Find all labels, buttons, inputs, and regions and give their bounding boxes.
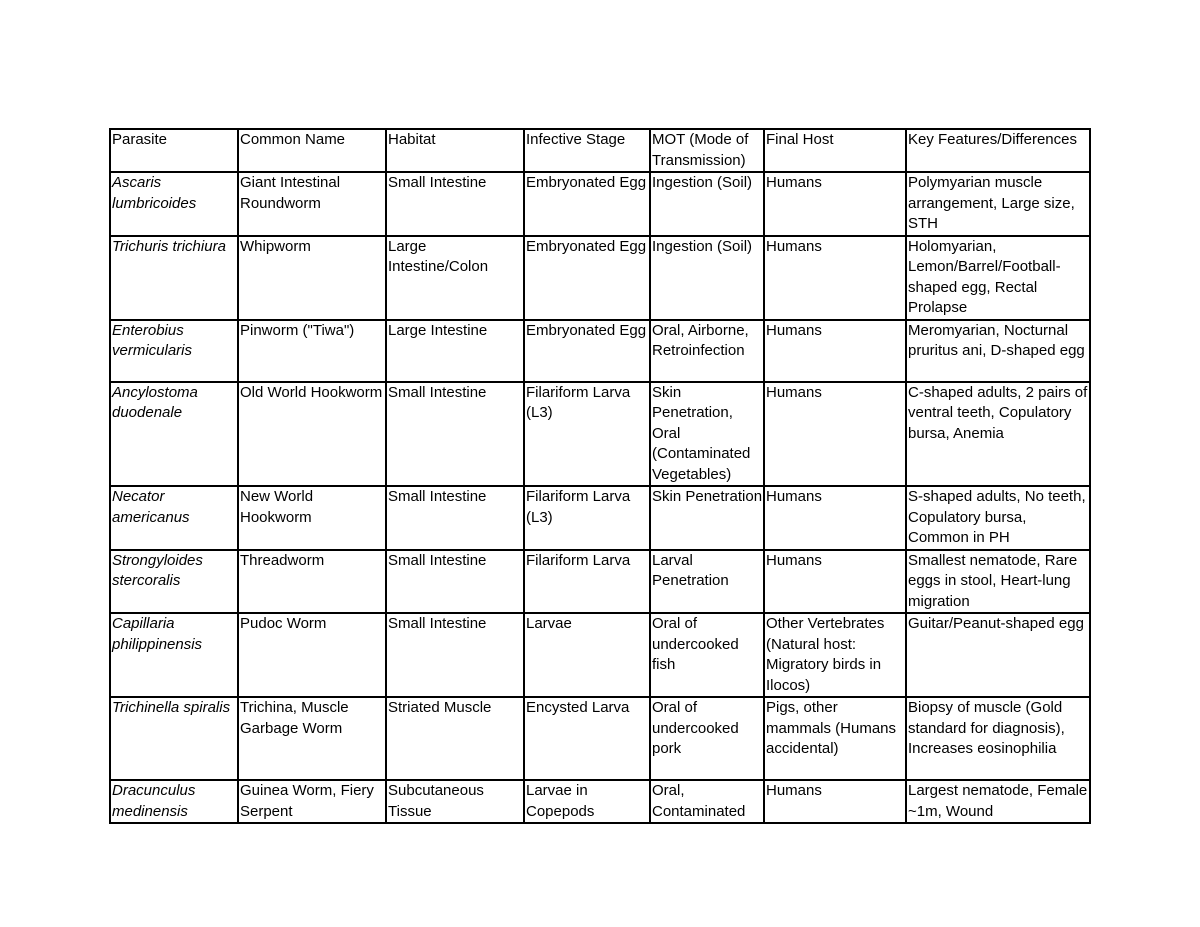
- cell-parasite: Trichuris trichiura: [110, 236, 238, 320]
- table-row: [110, 172, 1090, 236]
- cell-mot: Ingestion (Soil): [650, 172, 764, 236]
- table-row: [110, 697, 1090, 780]
- table-row: [110, 550, 1090, 614]
- cell-parasite: Necator americanus: [110, 486, 238, 550]
- cell-key-features: Largest nematode, Female ~1m, Wound: [906, 780, 1090, 823]
- table-header: [110, 129, 1090, 172]
- header-parasite: Parasite: [110, 129, 238, 172]
- cell-key-features: Smallest nematode, Rare eggs in stool, Heart-lung migration: [906, 550, 1090, 614]
- cell-habitat: Small Intestine: [386, 382, 524, 487]
- cell-mot: Ingestion (Soil): [650, 236, 764, 320]
- table-row: [110, 613, 1090, 697]
- cell-mot: Oral of undercooked pork: [650, 697, 764, 780]
- cell-mot: Oral of undercooked fish: [650, 613, 764, 697]
- cell-habitat: Large Intestine/Colon: [386, 236, 524, 320]
- cell-habitat: Striated Muscle: [386, 697, 524, 780]
- cell-final-host: Pigs, other mammals (Humans accidental): [764, 697, 906, 780]
- cell-infective-stage: Filariform Larva: [524, 550, 650, 614]
- cell-infective-stage: Embryonated Egg: [524, 172, 650, 236]
- cell-common-name: Old World Hookworm: [238, 382, 386, 487]
- table-row: [110, 382, 1090, 487]
- cell-mot: Larval Penetration: [650, 550, 764, 614]
- cell-final-host: Humans: [764, 780, 906, 823]
- header-row: [110, 129, 1090, 172]
- cell-infective-stage: Filariform Larva (L3): [524, 382, 650, 487]
- cell-final-host: Humans: [764, 550, 906, 614]
- parasite-table: [109, 128, 1091, 824]
- table-row: [110, 236, 1090, 320]
- cell-infective-stage: Larvae: [524, 613, 650, 697]
- cell-habitat: Small Intestine: [386, 486, 524, 550]
- cell-common-name: Whipworm: [238, 236, 386, 320]
- cell-habitat: Large Intestine: [386, 320, 524, 382]
- header-habitat: Habitat: [386, 129, 524, 172]
- cell-key-features: S-shaped adults, No teeth, Copulatory bursa, Common in PH: [906, 486, 1090, 550]
- cell-common-name: New World Hookworm: [238, 486, 386, 550]
- cell-key-features: Polymyarian muscle arrangement, Large size, STH: [906, 172, 1090, 236]
- cell-infective-stage: Encysted Larva: [524, 697, 650, 780]
- cell-habitat: Subcutaneous Tissue: [386, 780, 524, 823]
- cell-key-features: C-shaped adults, 2 pairs of ventral teeth, Copulatory bursa, Anemia: [906, 382, 1090, 487]
- cell-infective-stage: Embryonated Egg: [524, 320, 650, 382]
- cell-habitat: Small Intestine: [386, 550, 524, 614]
- table-body: [110, 172, 1090, 823]
- cell-final-host: Humans: [764, 486, 906, 550]
- cell-key-features: Guitar/Peanut-shaped egg: [906, 613, 1090, 697]
- cell-final-host: Other Vertebrates (Natural host: Migratory birds in Ilocos): [764, 613, 906, 697]
- cell-common-name: Trichina, Muscle Garbage Worm: [238, 697, 386, 780]
- cell-final-host: Humans: [764, 172, 906, 236]
- cell-infective-stage: Filariform Larva (L3): [524, 486, 650, 550]
- cell-parasite: Ascaris lumbricoides: [110, 172, 238, 236]
- header-common-name: Common Name: [238, 129, 386, 172]
- header-key-features: Key Features/Differences: [906, 129, 1090, 172]
- cell-mot: Oral, Contaminated: [650, 780, 764, 823]
- cell-habitat: Small Intestine: [386, 613, 524, 697]
- cell-parasite: Capillaria philippinensis: [110, 613, 238, 697]
- header-infective-stage: Infective Stage: [524, 129, 650, 172]
- cell-key-features: Biopsy of muscle (Gold standard for diagnosis), Increases eosinophilia: [906, 697, 1090, 780]
- cell-key-features: Holomyarian, Lemon/Barrel/Football-shaped egg, Rectal Prolapse: [906, 236, 1090, 320]
- cell-mot: Skin Penetration, Oral (Contaminated Vegetables): [650, 382, 764, 487]
- cell-infective-stage: Embryonated Egg: [524, 236, 650, 320]
- cell-parasite: Ancylostoma duodenale: [110, 382, 238, 487]
- cell-common-name: Pudoc Worm: [238, 613, 386, 697]
- table-row: [110, 780, 1090, 823]
- cell-parasite: Trichinella spiralis: [110, 697, 238, 780]
- cell-parasite: Dracunculus medinensis: [110, 780, 238, 823]
- cell-final-host: Humans: [764, 320, 906, 382]
- cell-final-host: Humans: [764, 236, 906, 320]
- cell-mot: Skin Penetration: [650, 486, 764, 550]
- header-final-host: Final Host: [764, 129, 906, 172]
- table-row: [110, 320, 1090, 382]
- cell-common-name: Giant Intestinal Roundworm: [238, 172, 386, 236]
- cell-common-name: Threadworm: [238, 550, 386, 614]
- cell-common-name: Pinworm ("Tiwa"): [238, 320, 386, 382]
- cell-mot: Oral, Airborne, Retroinfection: [650, 320, 764, 382]
- cell-key-features: Meromyarian, Nocturnal pruritus ani, D-shaped egg: [906, 320, 1090, 382]
- cell-parasite: Strongyloides stercoralis: [110, 550, 238, 614]
- cell-parasite: Enterobius vermicularis: [110, 320, 238, 382]
- table-row: [110, 486, 1090, 550]
- cell-habitat: Small Intestine: [386, 172, 524, 236]
- header-mot: MOT (Mode of Transmission): [650, 129, 764, 172]
- cell-final-host: Humans: [764, 382, 906, 487]
- cell-common-name: Guinea Worm, Fiery Serpent: [238, 780, 386, 823]
- cell-infective-stage: Larvae in Copepods: [524, 780, 650, 823]
